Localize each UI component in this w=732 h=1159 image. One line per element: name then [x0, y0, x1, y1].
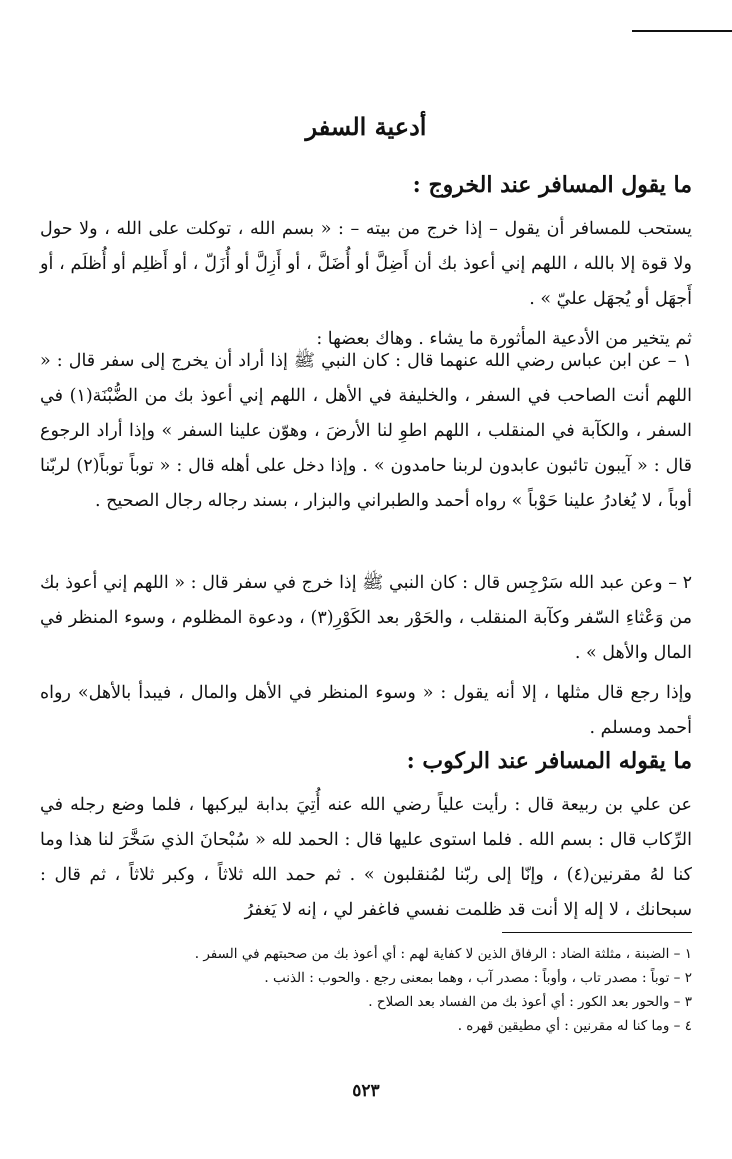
footnote: ١ – الضبنة ، مثلثة الضاد : الرفاق الذين لا كفاية لهم : أي أعوذ بك من صحبتهم في السفر . — [194, 946, 692, 962]
chapter-title: أدعية السفر — [305, 112, 427, 141]
paragraph-text: ٢ – وعن عبد الله سَرْجِس قال : كان النبي ﷺ إذا خرج في سفر قال : « اللهم إني أعوذ بك من وَعْثاءِ السّفر وكآبة المنقلب ، والحَوْر بعد الكَوْرِ(٣) ، ودعوة المظلوم ، وسوء المنظر في المال والأهل » . — [40, 573, 693, 663]
footnote: ٢ – توباً : مصدر تاب ، وأوباً : مصدر آب ، وهما بمعنى رجع . والحوب : الذنب . — [264, 970, 692, 986]
paragraph-text: وإذا رجع قال مثلها ، إلا أنه يقول : « وسوء المنظر في الأهل والمال ، فيبدأ بالأهل» رواه أحمد ومسلم . — [40, 683, 692, 738]
footnotes — [40, 942, 692, 1038]
paragraph-text: عن علي بن ربيعة قال : رأيت علياً رضي الله عنه أُتِيَ بدابة ليركبها ، فلما وضع رجله في الرِّكاب قال : بسم الله . فلما استوى عليها قال : الحمد لله « سُبْحانَ الذي سَخَّرَ لنا هذا وما كنا لهُ مقرنين(٤) ، وإنّا إلى ربّنا لمُنقلبون » . ثم حمد الله ثلاثاً ، وكبر ثلاثاً ، ثم قال : سبحانك ، لا إله إلا أنت قد ظلمت نفسي فاغفر لي ، إنه لا يَغفرُ — [40, 795, 692, 920]
paragraph-return — [40, 676, 692, 746]
page-number: ٥٢٣ — [352, 1081, 380, 1101]
paragraph-text: ثم يتخير من الأدعية المأثورة ما يشاء . وهاك بعضها : — [316, 329, 692, 349]
paragraph-hadith-2 — [40, 566, 692, 671]
paragraph-hadith-1 — [40, 344, 692, 519]
footnote: ٤ – وما كنا له مقرنين : أي مطيقين قهره . — [457, 1018, 692, 1034]
section-heading-departure: ما يقول المسافر عند الخروج : — [412, 172, 692, 198]
paragraph-departure-intro — [40, 212, 692, 317]
footnote: ٣ – والحور بعد الكور : أي أعوذ بك من الفساد بعد الصلاح . — [368, 994, 692, 1010]
paragraph-text: ١ – عن ابن عباس رضي الله عنهما قال : كان النبي ﷺ إذا أراد أن يخرج إلى سفر قال : « اللهم أنت الصاحب في السفر ، والخليفة في الأهل ، اللهم إني أعوذ بك من الضُّبْنَة(١) في السفر ، والكآبة في المنقلب ، اللهم اطوِ لنا الأرضَ ، وهوّن علينا السفر » وإذا أراد الرجوع قال : « آيبون تائبون عابدون لربنا حامدون » . وإذا دخل على أهله قال : « توباً توباً(٢) لربّنا أوباً ، لا يُغادرُ علينا حَوْباً » رواه أحمد والطبراني والبزار ، بسند رجاله رجال الصحيح . — [40, 351, 692, 511]
footnote-divider — [502, 932, 692, 933]
section-heading-riding: ما يقوله المسافر عند الركوب : — [406, 748, 692, 774]
paragraph-text: يستحب للمسافر أن يقول – إذا خرج من بيته – : « بسم الله ، توكلت على الله ، ولا حول ولا قوة إلا بالله ، اللهم إني أعوذ بك أن أَضِلَّ أو أُضَلَّ ، أو أَزِلَّ أو أُزَلّ ، أو أَظلِم أو أُظلَم ، أو أَجهَل أو يُجهَل عليّ » . — [40, 219, 692, 309]
paragraph-riding — [40, 788, 692, 928]
